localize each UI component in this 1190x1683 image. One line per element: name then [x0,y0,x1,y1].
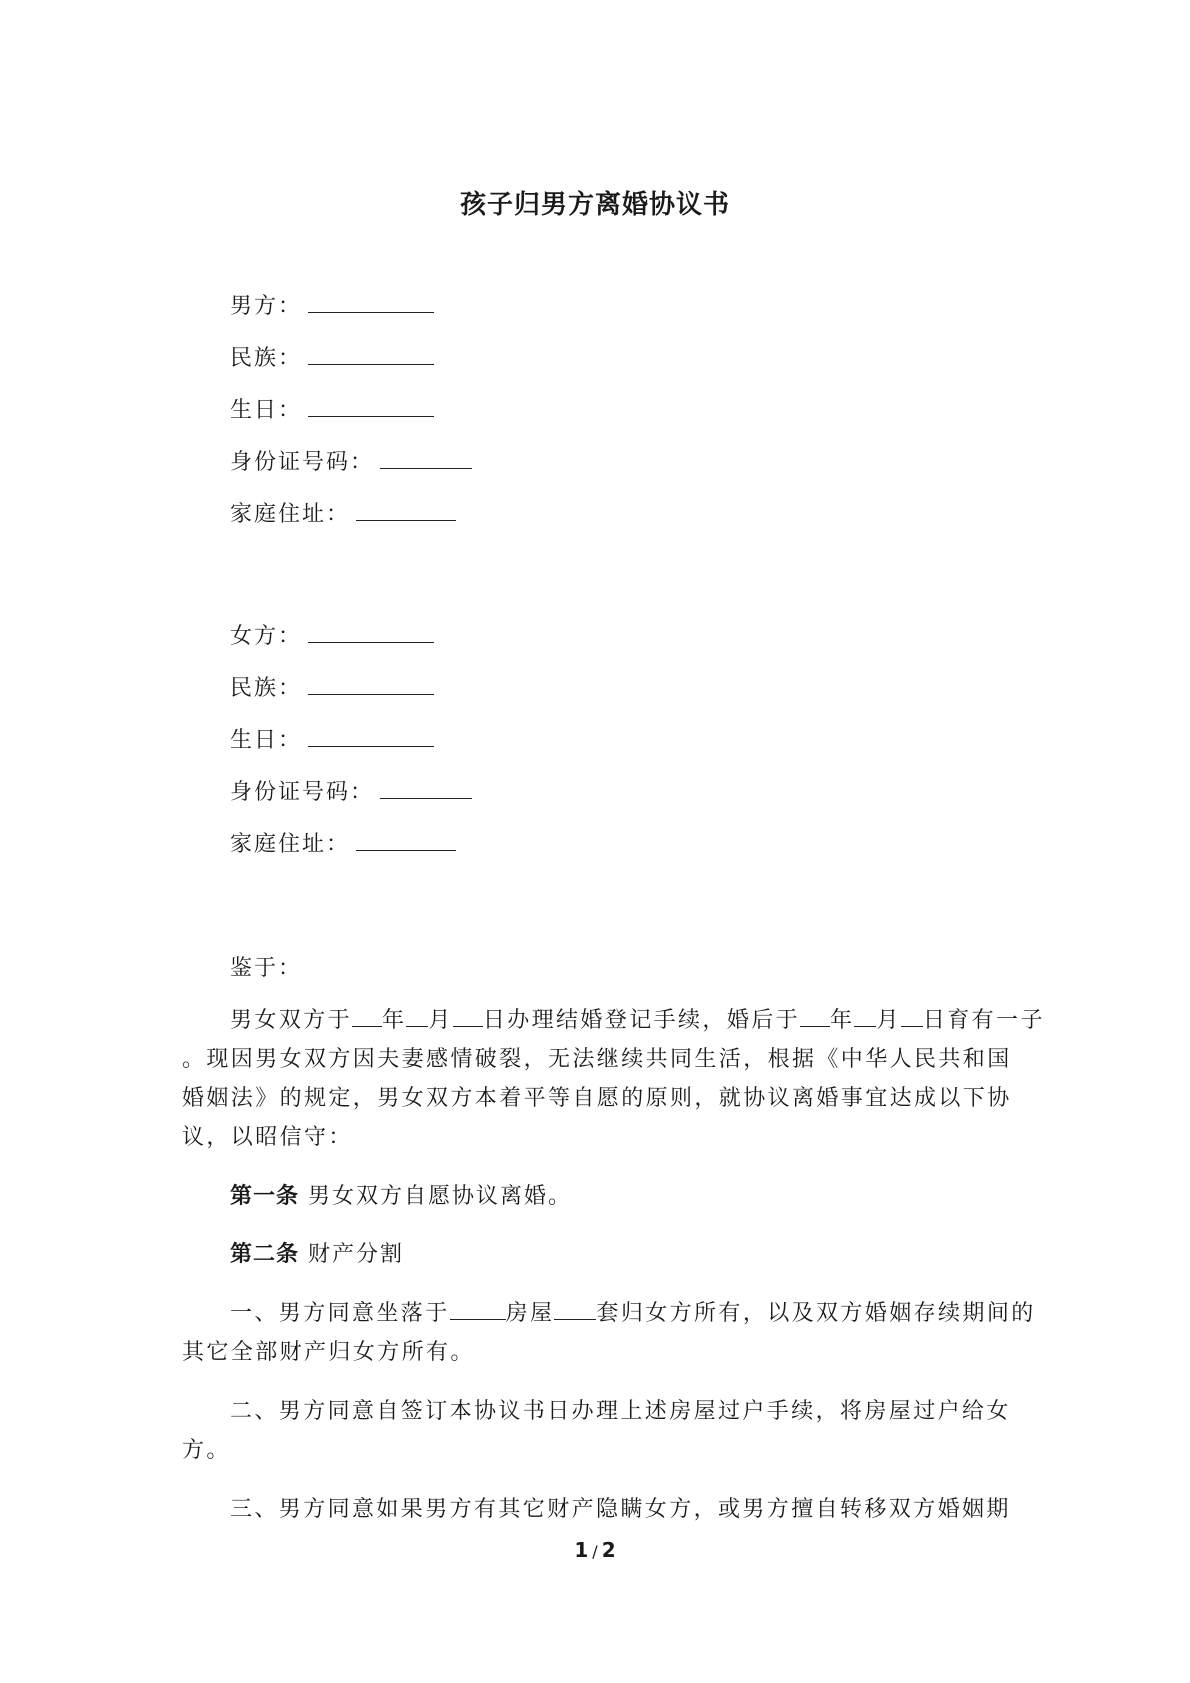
article-2-text: 财产分割 [299,1242,405,1267]
intro-text: 年 [382,1008,407,1033]
male-name-blank[interactable] [308,292,434,313]
page-current: 1 [574,1538,589,1562]
female-ethnic-blank[interactable] [308,674,434,695]
intro-line-3: 婚姻法》的规定，男女双方本着平等自愿的原则，就协议离婚事宜达成以下协 [182,1086,1012,1111]
birth-year-blank[interactable] [800,1006,830,1027]
page-total: 2 [601,1538,616,1562]
male-ethnic-label: 民族： [230,346,303,371]
male-id-blank[interactable] [380,448,472,469]
clause-1-line-1 [230,1299,1036,1329]
article-2 [230,1240,404,1270]
intro-text: 日育有一子 [922,1008,1045,1033]
intro-line-4: 议，以昭信守： [182,1125,353,1150]
female-birthday-blank[interactable] [308,726,434,747]
male-address-blank[interactable] [356,500,456,521]
female-address-field [230,830,456,860]
male-name-field [230,292,434,322]
intro-line-2: 。现因男女双方因夫妻感情破裂，无法继续共同生活，根据《中华人民共和国 [182,1047,1012,1072]
birth-day-blank[interactable] [901,1006,923,1027]
intro-text: 日办理结婚登记手续，婚后于 [482,1008,801,1033]
article-2-heading: 第二条 [230,1242,300,1267]
male-birthday-label: 生日： [230,398,303,423]
male-address-field [230,500,456,530]
property-count-blank[interactable] [554,1299,596,1320]
article-1-heading: 第一条 [230,1184,300,1209]
clause-text: 套归女方所有，以及双方婚姻存续期间的 [596,1301,1036,1326]
property-location-blank[interactable] [450,1299,506,1320]
page-number [0,1538,1190,1562]
male-birthday-blank[interactable] [308,396,434,417]
female-id-blank[interactable] [380,778,472,799]
intro-text: 月 [876,1008,901,1033]
female-address-blank[interactable] [356,830,456,851]
intro-text: 月 [428,1008,453,1033]
whereas-label: 鉴于： [230,956,303,981]
clause-2-line-1: 二、男方同意自签订本协议书日办理上述房屋过户手续，将房屋过户给女 [230,1399,1011,1424]
female-birthday-field [230,726,434,756]
marriage-year-blank[interactable] [352,1006,382,1027]
clause-3-line-1: 三、男方同意如果男方有其它财产隐瞒女方，或男方擅自转移双方婚姻期 [230,1497,1011,1522]
male-id-field [230,448,472,478]
intro-line-1 [230,1006,1045,1036]
female-id-label: 身份证号码： [230,780,375,805]
female-id-field [230,778,472,808]
intro-text: 男女双方于 [230,1008,353,1033]
birth-month-blank[interactable] [854,1006,876,1027]
female-address-label: 家庭住址： [230,832,351,857]
clause-text: 一、男方同意坐落于 [230,1301,450,1326]
male-address-label: 家庭住址： [230,502,351,527]
clause-2-line-2: 方。 [182,1438,231,1463]
female-birthday-label: 生日： [230,728,303,753]
female-name-blank[interactable] [308,622,434,643]
male-birthday-field [230,396,434,426]
page-separator: / [592,1542,598,1561]
marriage-month-blank[interactable] [406,1006,428,1027]
clause-text: 房屋 [505,1301,555,1326]
clause-1-line-2: 其它全部财产归女方所有。 [182,1340,475,1365]
article-1 [230,1182,572,1212]
male-ethnic-blank[interactable] [308,344,434,365]
male-id-label: 身份证号码： [230,450,375,475]
document-title: 孩子归男方离婚协议书 [459,190,730,220]
female-name-label: 女方： [230,624,303,649]
female-name-field [230,622,434,652]
male-ethnic-field [230,344,434,374]
female-ethnic-field [230,674,434,704]
marriage-day-blank[interactable] [453,1006,483,1027]
female-ethnic-label: 民族： [230,676,303,701]
article-1-text: 男女双方自愿协议离婚。 [299,1184,573,1209]
intro-text: 年 [830,1008,855,1033]
male-name-label: 男方： [230,294,303,319]
